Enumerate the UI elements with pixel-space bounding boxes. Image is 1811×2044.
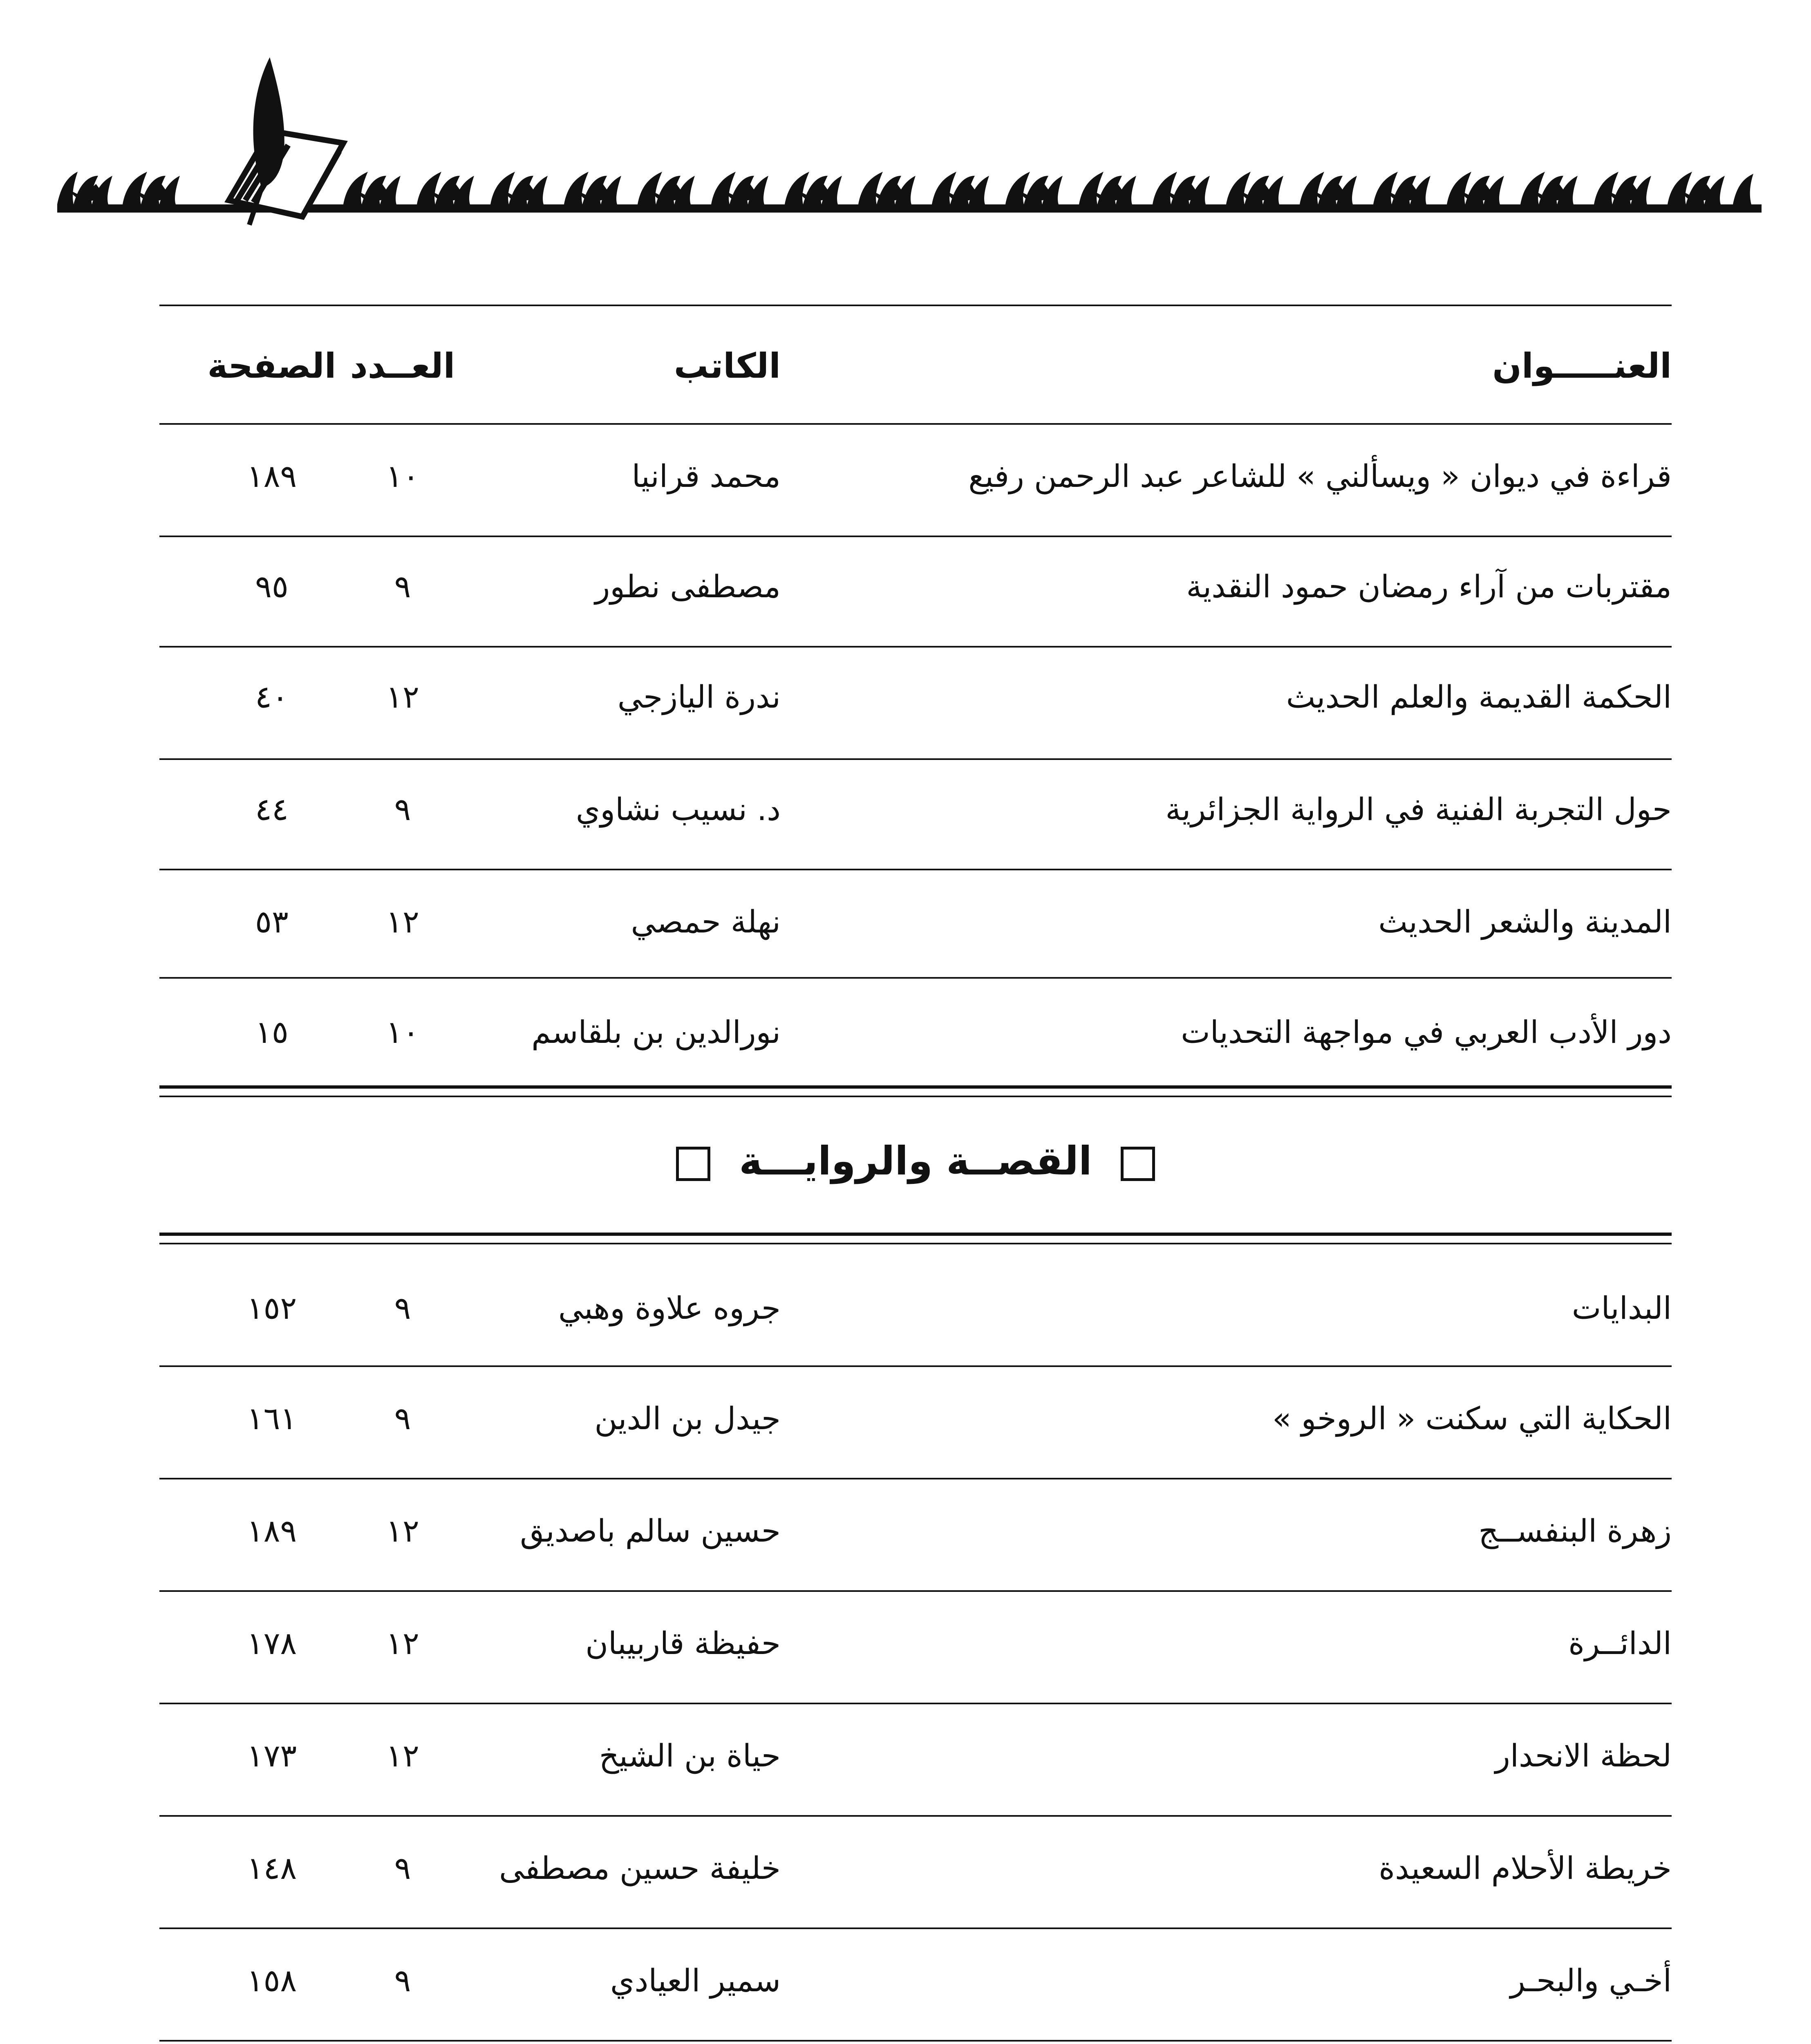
table-row bbox=[159, 1725, 1672, 1786]
entry-author: حسين سالم باصديق bbox=[520, 1513, 781, 1549]
entry-page: ٤٠ bbox=[255, 679, 289, 715]
table-header-row bbox=[159, 335, 1672, 397]
table-row bbox=[159, 666, 1672, 728]
entry-page: ٥٣ bbox=[255, 903, 289, 940]
section-double-rule-bottom bbox=[159, 1243, 1672, 1244]
row-divider bbox=[159, 1815, 1672, 1817]
table-row bbox=[159, 556, 1672, 617]
table-row bbox=[159, 1950, 1672, 2011]
entry-page: ١٥٨ bbox=[246, 1962, 297, 1999]
entry-author: نهلة حمصي bbox=[631, 903, 781, 940]
row-divider bbox=[159, 977, 1672, 979]
column-header-issue: العــدد bbox=[350, 346, 455, 386]
row-divider bbox=[159, 1703, 1672, 1704]
entry-issue: ١٠ bbox=[386, 1014, 419, 1050]
entry-author: محمد قرانيا bbox=[631, 458, 781, 494]
entry-page: ١٨٩ bbox=[246, 458, 297, 494]
entry-issue: ٩ bbox=[394, 1290, 411, 1326]
row-divider bbox=[159, 2040, 1672, 2042]
row-divider bbox=[159, 1927, 1672, 1929]
section-heading-text: القصــة والروايـــة bbox=[739, 1138, 1092, 1184]
column-header-page: الصفحة bbox=[207, 346, 336, 386]
entry-author: حفيظة قاربيبان bbox=[585, 1625, 781, 1661]
entry-page: ٤٤ bbox=[255, 791, 289, 827]
section-heading bbox=[159, 1120, 1672, 1202]
entry-page: ١٥ bbox=[255, 1014, 289, 1050]
table-top-rule bbox=[159, 305, 1672, 306]
entry-issue: ١٢ bbox=[386, 1737, 419, 1774]
entry-author: سمير العيادي bbox=[610, 1962, 781, 1999]
entry-page: ٩٥ bbox=[255, 568, 289, 605]
entry-title: الحكاية التي سكنت « الروخو » bbox=[1272, 1400, 1672, 1437]
entry-page: ١٤٨ bbox=[246, 1850, 297, 1886]
column-header-author: الكاتب bbox=[674, 346, 781, 386]
table-row bbox=[159, 1002, 1672, 1063]
row-divider bbox=[159, 646, 1672, 648]
entry-page: ١٨٩ bbox=[246, 1513, 297, 1549]
entry-title: أخـي والبحـر bbox=[1510, 1962, 1672, 1999]
entry-issue: ٩ bbox=[394, 1400, 411, 1437]
entry-issue: ١٠ bbox=[386, 458, 419, 494]
entry-title: مقتربات من آراء رمضان حمود النقدية bbox=[1186, 568, 1672, 605]
row-divider bbox=[159, 536, 1672, 537]
entry-issue: ١٢ bbox=[386, 679, 419, 715]
entry-page: ١٦١ bbox=[246, 1400, 297, 1437]
table-row bbox=[159, 1613, 1672, 1674]
entry-title: دور الأدب العربي في مواجهة التحديات bbox=[1181, 1014, 1672, 1050]
quill-and-book-icon bbox=[229, 131, 343, 217]
row-divider bbox=[159, 758, 1672, 760]
entry-author: حياة بن الشيخ bbox=[599, 1737, 781, 1774]
entry-title: الدائــرة bbox=[1568, 1625, 1672, 1661]
section-double-rule-bottom bbox=[159, 1096, 1672, 1097]
entry-page: ١٧٣ bbox=[246, 1737, 297, 1774]
table-row bbox=[159, 446, 1672, 507]
row-divider bbox=[159, 423, 1672, 425]
table-row bbox=[159, 779, 1672, 840]
row-divider bbox=[159, 869, 1672, 870]
row-divider bbox=[159, 1478, 1672, 1479]
table-row bbox=[159, 1388, 1672, 1449]
table-row bbox=[159, 1838, 1672, 1899]
table-row bbox=[159, 1500, 1672, 1562]
entry-author: د. نسيب نشاوي bbox=[575, 791, 781, 827]
entry-issue: ٩ bbox=[394, 568, 411, 605]
entry-title: خريطة الأحلام السعيدة bbox=[1379, 1850, 1672, 1886]
leaf-pattern bbox=[343, 172, 1753, 204]
entry-author: جروه علاوة وهبي bbox=[558, 1290, 781, 1326]
entry-issue: ٩ bbox=[394, 791, 411, 827]
entry-issue: ١٢ bbox=[386, 1625, 419, 1661]
entry-author: خليفة حسين مصطفى bbox=[499, 1850, 781, 1886]
row-divider bbox=[159, 1590, 1672, 1592]
entry-title: زهرة البنفســج bbox=[1478, 1513, 1672, 1549]
entry-author: نورالدين بن بلقاسم bbox=[531, 1014, 781, 1050]
entry-issue: ١٢ bbox=[386, 903, 419, 940]
entry-title: حول التجربة الفنية في الرواية الجزائرية bbox=[1165, 791, 1672, 827]
entry-issue: ٩ bbox=[394, 1850, 411, 1886]
empty-square-icon bbox=[1121, 1147, 1155, 1181]
entry-author: مصطفى نطور bbox=[595, 568, 781, 605]
row-divider bbox=[159, 1365, 1672, 1367]
entry-page: ١٧٨ bbox=[246, 1625, 297, 1661]
entry-title: المدينة والشعر الحديث bbox=[1378, 903, 1672, 940]
quill-and-book-ornament bbox=[57, 53, 1762, 233]
entry-title: لحظة الانحدار bbox=[1495, 1737, 1672, 1774]
entry-title: قراءة في ديوان « ويسألني » للشاعر عبد الرحمن رفيع bbox=[968, 458, 1672, 494]
section-double-rule-top bbox=[159, 1233, 1672, 1236]
entry-issue: ٩ bbox=[394, 1962, 411, 1999]
table-row bbox=[159, 1278, 1672, 1339]
entry-author: جيدل بن الدين bbox=[594, 1400, 781, 1437]
entry-title: الحكمة القديمة والعلم الحديث bbox=[1286, 679, 1672, 715]
entry-author: ندرة اليازجي bbox=[617, 679, 781, 715]
section-double-rule-top bbox=[159, 1085, 1672, 1089]
empty-square-icon bbox=[676, 1147, 710, 1181]
column-header-title: العنـــــوان bbox=[1492, 346, 1672, 386]
entry-issue: ١٢ bbox=[386, 1513, 419, 1549]
table-row bbox=[159, 891, 1672, 953]
entry-page: ١٥٢ bbox=[246, 1290, 297, 1326]
entry-title: البدايات bbox=[1571, 1290, 1672, 1326]
